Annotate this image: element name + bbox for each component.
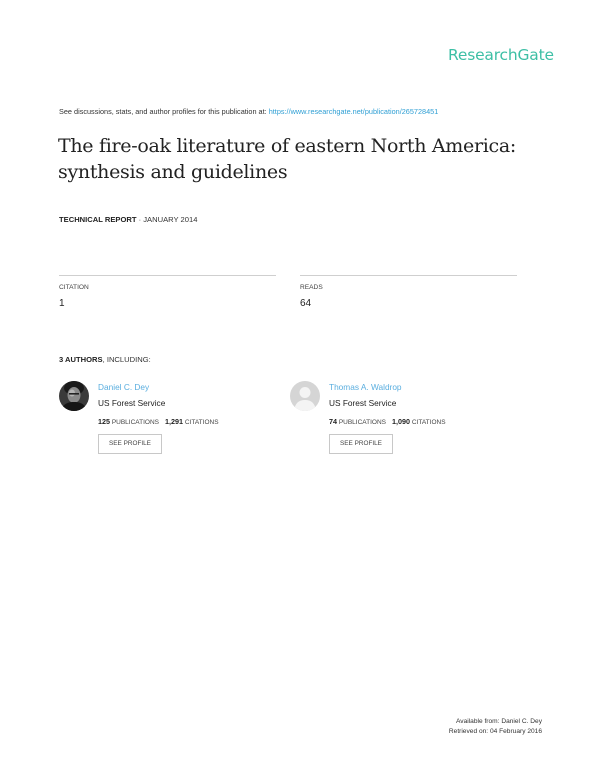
publications-count: 74 xyxy=(329,417,337,426)
publications-label: PUBLICATIONS xyxy=(338,419,387,426)
author-counts xyxy=(329,417,446,426)
citations-label: CITATIONS xyxy=(411,419,446,426)
publication-link[interactable]: https://www.researchgate.net/publication/265728451 xyxy=(268,107,439,116)
researchgate-logo[interactable]: ResearchGate xyxy=(448,46,554,64)
citations-label: CITATIONS xyxy=(184,419,219,426)
publications-count: 125 xyxy=(98,417,110,426)
author-card xyxy=(59,381,279,461)
author-avatar[interactable] xyxy=(59,381,89,411)
citation-value: 1 xyxy=(59,298,65,309)
citation-stat xyxy=(59,275,276,309)
reads-stat xyxy=(300,275,517,309)
author-name[interactable]: Thomas A. Waldrop xyxy=(329,382,402,392)
meta-separator: · xyxy=(136,215,144,224)
author-card xyxy=(290,381,510,461)
title-line-1: The fire-oak literature of eastern North America: xyxy=(58,135,516,157)
author-institution: US Forest Service xyxy=(329,398,397,408)
default-avatar-icon xyxy=(290,381,320,411)
author-institution: US Forest Service xyxy=(98,398,166,408)
author-photo-icon xyxy=(59,381,89,411)
citations-count: 1,090 xyxy=(392,417,411,426)
authors-including: , INCLUDING: xyxy=(102,355,151,364)
reads-value: 64 xyxy=(300,298,312,309)
discussion-prefix: See discussions, stats, and author profiles for this publication at: xyxy=(59,107,269,116)
see-profile-button[interactable]: SEE PROFILE xyxy=(329,434,393,454)
citation-label: CITATION xyxy=(59,284,89,291)
citations-count: 1,291 xyxy=(165,417,184,426)
title-line-2: synthesis and guidelines xyxy=(58,161,288,183)
authors-heading xyxy=(59,355,151,364)
publication-type: TECHNICAL REPORT xyxy=(59,215,137,224)
retrieved-on: Retrieved on: 04 February 2016 xyxy=(448,728,542,735)
discussion-notice xyxy=(59,107,438,116)
publication-title xyxy=(58,133,558,185)
availability-note xyxy=(449,717,542,737)
see-profile-button[interactable]: SEE PROFILE xyxy=(98,434,162,454)
author-avatar[interactable] xyxy=(290,381,320,411)
author-counts xyxy=(98,417,219,426)
publication-meta xyxy=(59,215,197,224)
reads-label: READS xyxy=(300,284,323,291)
publication-date: JANUARY 2014 xyxy=(143,215,198,224)
authors-count: 3 AUTHORS xyxy=(59,355,103,364)
available-from: Available from: Daniel C. Dey xyxy=(456,718,542,725)
publications-label: PUBLICATIONS xyxy=(111,419,160,426)
author-name[interactable]: Daniel C. Dey xyxy=(98,382,150,392)
